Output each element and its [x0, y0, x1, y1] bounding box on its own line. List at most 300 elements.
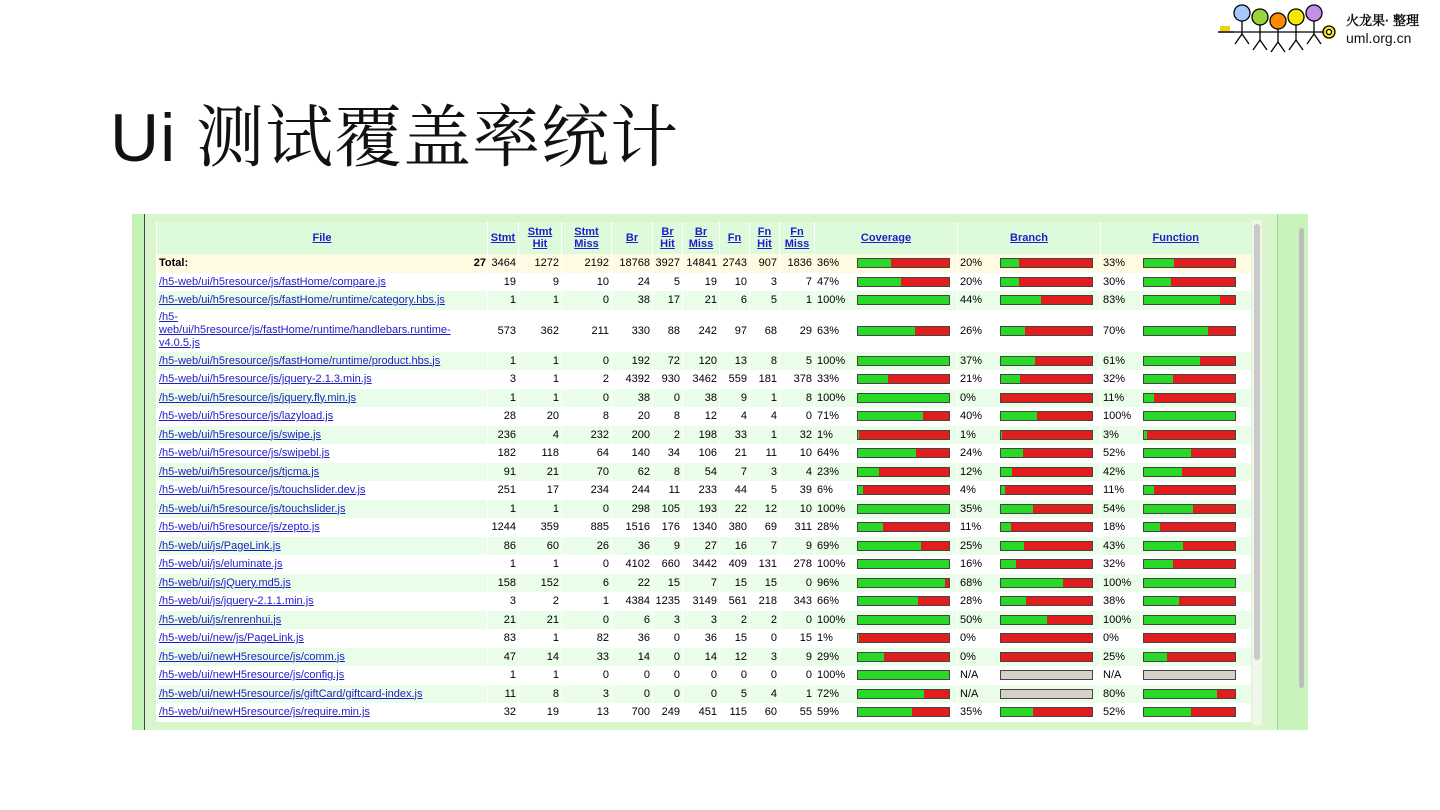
- cell-coverage: [815, 629, 958, 648]
- logo: [1216, 2, 1438, 54]
- branch-bar: [1000, 504, 1093, 514]
- cell-br: 244: [612, 481, 653, 500]
- cell-br-hit: 11: [653, 481, 683, 500]
- cell-stmt: 11: [488, 685, 519, 704]
- cell-fn: 12: [720, 648, 750, 667]
- branch-value: 1%: [960, 428, 976, 441]
- cell-fn: 9: [720, 389, 750, 408]
- col-header-branch[interactable]: Branch: [958, 222, 1101, 254]
- cell-stmt-hit: 1: [519, 500, 562, 519]
- cell-branch: [958, 463, 1101, 482]
- file-link[interactable]: /h5-web/ui/js/jquery-2.1.1.min.js: [159, 595, 314, 608]
- cell-branch: [958, 592, 1101, 611]
- cell-fn: 559: [720, 370, 750, 389]
- cell-br: 24: [612, 273, 653, 292]
- cell-branch: [958, 518, 1101, 537]
- coverage-value: 64%: [817, 447, 840, 460]
- branch-value: 4%: [960, 484, 976, 497]
- file-link[interactable]: /h5-web/ui/newH5resource/js/giftCard/giftcard-index.js: [159, 687, 423, 700]
- coverage-bar: [857, 326, 950, 336]
- col-header-fn-miss[interactable]: Fn Miss: [780, 222, 815, 254]
- table-row: [157, 310, 1251, 352]
- file-link[interactable]: /h5-web/ui/h5resource/js/lazyload.js: [159, 410, 334, 423]
- file-link-line[interactable]: web/ui/h5resource/js/fastHome/runtime/handlebars.runtime-: [159, 324, 451, 336]
- cell-stmt: 182: [488, 444, 519, 463]
- file-link[interactable]: /h5-web/ui/h5resource/js/fastHome/runtime/category.hbs.js: [159, 294, 445, 307]
- cell-fn-miss: 0: [780, 574, 815, 593]
- function-bar: [1143, 522, 1236, 532]
- branch-bar: [1000, 356, 1093, 366]
- cell-coverage: [815, 310, 958, 352]
- coverage-bar: [857, 578, 950, 588]
- cell-function: [1101, 407, 1251, 426]
- branch-value: N/A: [960, 687, 979, 700]
- cell-stmt-hit: 8: [519, 685, 562, 704]
- cell-br-miss: 120: [683, 352, 720, 371]
- cell-stmt: 1244: [488, 518, 519, 537]
- function-bar: [1143, 596, 1236, 606]
- cell-br-hit: 0: [653, 629, 683, 648]
- branch-bar: [1000, 652, 1093, 662]
- cell-stmt-miss: 0: [562, 389, 612, 408]
- function-bar: [1143, 615, 1236, 625]
- cell-br: 36: [612, 537, 653, 556]
- cell-stmt-hit: 21: [519, 611, 562, 630]
- cell-fn: 4: [720, 407, 750, 426]
- function-value: 18%: [1103, 521, 1126, 534]
- branch-value: 68%: [960, 576, 983, 589]
- cell-br-miss: 193: [683, 500, 720, 519]
- cell-br: 4102: [612, 555, 653, 574]
- file-link[interactable]: /h5-web/ui/h5resource/js/touchslider.dev.js: [159, 484, 366, 497]
- cell-fn: 0: [720, 666, 750, 685]
- cell-br-hit: 660: [653, 555, 683, 574]
- table-row: [157, 500, 1251, 519]
- table-row: [157, 463, 1251, 482]
- cell-br: 38: [612, 291, 653, 310]
- total-fn-hit: 907: [750, 254, 780, 273]
- function-value: 11%: [1103, 391, 1125, 404]
- total-fn-miss: 1836: [780, 254, 815, 273]
- cell-br-hit: 34: [653, 444, 683, 463]
- cell-coverage: [815, 407, 958, 426]
- cell-function: [1101, 444, 1251, 463]
- coverage-value: 23%: [817, 465, 840, 478]
- table-row: [157, 537, 1251, 556]
- branch-bar: [1000, 596, 1093, 606]
- branch-bar: [1000, 258, 1093, 268]
- cell-stmt: 236: [488, 426, 519, 445]
- cell-stmt: 86: [488, 537, 519, 556]
- cell-branch: [958, 389, 1101, 408]
- table-scrollbar-thumb[interactable]: [1254, 224, 1260, 660]
- file-link[interactable]: /h5-web/ui/new/js/PageLink.js: [159, 632, 304, 645]
- table-row: [157, 666, 1251, 685]
- col-header-stmt-miss[interactable]: Stmt Miss: [562, 222, 612, 254]
- cell-fn-miss: 0: [780, 611, 815, 630]
- coverage-value: 63%: [817, 324, 840, 337]
- cell-stmt: 1: [488, 352, 519, 371]
- coverage-value: 71%: [817, 410, 840, 423]
- cell-br-hit: 0: [653, 685, 683, 704]
- col-header-function[interactable]: Function: [1101, 222, 1251, 254]
- cell-fn-miss: 29: [780, 310, 815, 352]
- cell-stmt-hit: 1: [519, 666, 562, 685]
- col-header-stmt[interactable]: Stmt: [488, 222, 519, 254]
- cell-fn-miss: 7: [780, 273, 815, 292]
- coverage-value: 1%: [817, 632, 833, 645]
- cell-branch: [958, 685, 1101, 704]
- function-bar: [1143, 504, 1236, 514]
- cell-fn-hit: 15: [750, 574, 780, 593]
- cell-function: [1101, 611, 1251, 630]
- coverage-bar: [857, 356, 950, 366]
- cell-br-hit: 9: [653, 537, 683, 556]
- cell-fn-miss: 1: [780, 291, 815, 310]
- cell-fn-miss: 39: [780, 481, 815, 500]
- branch-value: 50%: [960, 613, 983, 626]
- col-header-file[interactable]: File: [157, 222, 488, 254]
- cell-branch: [958, 310, 1101, 352]
- cell-br-hit: 176: [653, 518, 683, 537]
- cell-coverage: [815, 352, 958, 371]
- branch-bar: [1000, 578, 1093, 588]
- function-value: 83%: [1103, 294, 1126, 307]
- cell-br-hit: 17: [653, 291, 683, 310]
- function-value: 52%: [1103, 447, 1126, 460]
- cell-stmt: 1: [488, 291, 519, 310]
- branch-value: 16%: [960, 558, 983, 571]
- cell-fn-miss: 55: [780, 703, 815, 722]
- coverage-bar: [857, 374, 950, 384]
- file-link[interactable]: /h5-web/ui/h5resource/js/swipebl.js: [159, 447, 330, 460]
- function-bar: [1143, 633, 1236, 643]
- table-row: [157, 629, 1251, 648]
- function-value: 32%: [1103, 373, 1126, 386]
- cell-br-hit: 930: [653, 370, 683, 389]
- cell-br-miss: 7: [683, 574, 720, 593]
- total-stmt-prefix: 27: [473, 257, 486, 270]
- window-edge-left: [132, 214, 145, 730]
- cell-coverage: [815, 273, 958, 292]
- function-value: 61%: [1103, 354, 1126, 367]
- cell-branch: [958, 352, 1101, 371]
- cell-stmt-hit: 1: [519, 389, 562, 408]
- cell-stmt-miss: 70: [562, 463, 612, 482]
- cell-stmt: 1: [488, 500, 519, 519]
- cell-stmt: 3: [488, 592, 519, 611]
- branch-bar: [1000, 522, 1093, 532]
- branch-value: 44%: [960, 294, 983, 307]
- cell-stmt-miss: 3: [562, 685, 612, 704]
- function-value: 52%: [1103, 706, 1126, 719]
- table-row: [157, 370, 1251, 389]
- logo-figures-icon: [1216, 2, 1342, 54]
- cell-coverage: [815, 666, 958, 685]
- cell-br-miss: 3149: [683, 592, 720, 611]
- cell-br: 14: [612, 648, 653, 667]
- cell-br-miss: 3: [683, 611, 720, 630]
- cell-fn-hit: 3: [750, 648, 780, 667]
- cell-stmt-miss: 885: [562, 518, 612, 537]
- cell-stmt-hit: 1: [519, 629, 562, 648]
- cell-coverage: [815, 444, 958, 463]
- cell-branch: [958, 574, 1101, 593]
- file-link[interactable]: /h5-web/ui/h5resource/js/zepto.js: [159, 521, 320, 534]
- total-function-cell: 33%: [1101, 254, 1251, 273]
- cell-br-hit: 0: [653, 389, 683, 408]
- cell-function: [1101, 352, 1251, 371]
- cell-coverage: [815, 611, 958, 630]
- cell-branch: [958, 370, 1101, 389]
- cell-stmt-miss: 211: [562, 310, 612, 352]
- function-bar: [1143, 448, 1236, 458]
- file-link-line[interactable]: /h5-: [159, 311, 178, 323]
- table-row: [157, 518, 1251, 537]
- file-link[interactable]: /h5-web/ui/js/PageLink.js: [159, 539, 281, 552]
- file-link[interactable]: /h5-web/ui/newH5resource/js/require.min.js: [159, 706, 370, 719]
- cell-br-miss: 198: [683, 426, 720, 445]
- cell-stmt-miss: 13: [562, 703, 612, 722]
- table-row: [157, 389, 1251, 408]
- col-header-br-hit[interactable]: Br Hit: [653, 222, 683, 254]
- cell-br-miss: 14: [683, 648, 720, 667]
- cell-stmt-hit: 20: [519, 407, 562, 426]
- coverage-value: 47%: [817, 275, 840, 288]
- coverage-value: 6%: [817, 484, 833, 497]
- coverage-bar: [857, 258, 950, 268]
- function-bar: [1143, 485, 1236, 495]
- cell-br-hit: 3: [653, 611, 683, 630]
- coverage-bar: [857, 277, 950, 287]
- cell-fn-miss: 10: [780, 444, 815, 463]
- total-label: Total:: [159, 257, 189, 270]
- coverage-value: 72%: [817, 687, 840, 700]
- cell-br-hit: 88: [653, 310, 683, 352]
- function-value: 3%: [1103, 428, 1119, 441]
- coverage-bar: [857, 670, 950, 680]
- cell-branch: [958, 481, 1101, 500]
- cell-function: [1101, 291, 1251, 310]
- cell-fn: 44: [720, 481, 750, 500]
- cell-fn-miss: 10: [780, 500, 815, 519]
- coverage-value: 100%: [817, 294, 846, 307]
- col-header-fn[interactable]: Fn: [720, 222, 750, 254]
- cell-fn-miss: 9: [780, 537, 815, 556]
- cell-fn-miss: 32: [780, 426, 815, 445]
- file-link[interactable]: [159, 311, 451, 349]
- cell-fn: 13: [720, 352, 750, 371]
- cell-fn-hit: 2: [750, 611, 780, 630]
- cell-fn: 5: [720, 685, 750, 704]
- branch-value: 12%: [960, 465, 983, 478]
- file-link[interactable]: /h5-web/ui/h5resource/js/tjcma.js: [159, 465, 320, 478]
- file-link[interactable]: /h5-web/ui/h5resource/js/jquery.fly.min.js: [159, 391, 357, 404]
- cell-fn-miss: 15: [780, 629, 815, 648]
- cell-branch: [958, 648, 1101, 667]
- cell-function: [1101, 574, 1251, 593]
- cell-stmt-miss: 0: [562, 291, 612, 310]
- cell-br-hit: 15: [653, 574, 683, 593]
- cell-br-hit: 72: [653, 352, 683, 371]
- file-link[interactable]: /h5-web/ui/newH5resource/js/config.js: [159, 669, 345, 682]
- cell-fn-hit: 68: [750, 310, 780, 352]
- branch-bar: [1000, 326, 1093, 336]
- branch-value: 0%: [960, 391, 976, 404]
- cell-branch: [958, 444, 1101, 463]
- branch-bar: [1000, 615, 1093, 625]
- table-row: [157, 426, 1251, 445]
- branch-bar: [1000, 411, 1093, 421]
- cell-fn-hit: 3: [750, 273, 780, 292]
- coverage-value: 100%: [817, 669, 846, 682]
- cell-fn-miss: 1: [780, 685, 815, 704]
- file-link[interactable]: /h5-web/ui/h5resource/js/jquery-2.1.3.min.js: [159, 373, 372, 386]
- coverage-value: 33%: [817, 373, 840, 386]
- cell-fn: 15: [720, 574, 750, 593]
- branch-value: 40%: [960, 410, 983, 423]
- file-link[interactable]: /h5-web/ui/js/renrenhui.js: [159, 613, 282, 626]
- branch-bar: [1000, 559, 1093, 569]
- cell-fn-miss: 0: [780, 666, 815, 685]
- cell-br-hit: 8: [653, 407, 683, 426]
- cell-coverage: [815, 518, 958, 537]
- cell-br: 4392: [612, 370, 653, 389]
- total-coverage-cell: 36%: [815, 254, 958, 273]
- cell-coverage: [815, 574, 958, 593]
- file-link-line[interactable]: v4.0.5.js: [159, 337, 200, 349]
- cell-br-hit: 2: [653, 426, 683, 445]
- coverage-value: 69%: [817, 539, 840, 552]
- total-br-miss: 14841: [683, 254, 720, 273]
- function-value: 11%: [1103, 484, 1125, 497]
- coverage-value: 100%: [817, 558, 846, 571]
- cell-branch: [958, 291, 1101, 310]
- file-link[interactable]: /h5-web/ui/newH5resource/js/comm.js: [159, 650, 345, 663]
- cell-stmt-miss: 232: [562, 426, 612, 445]
- file-link[interactable]: /h5-web/ui/js/eluminate.js: [159, 558, 283, 571]
- function-bar: [1143, 393, 1236, 403]
- branch-bar: [1000, 374, 1093, 384]
- coverage-bar: [857, 485, 950, 495]
- cell-fn-miss: 5: [780, 352, 815, 371]
- col-header-br[interactable]: Br: [612, 222, 653, 254]
- cell-fn: 16: [720, 537, 750, 556]
- function-value: 54%: [1103, 502, 1126, 515]
- branch-bar: [1000, 430, 1093, 440]
- function-bar: [1143, 374, 1236, 384]
- cell-branch: [958, 555, 1101, 574]
- cell-stmt-miss: 64: [562, 444, 612, 463]
- window-scrollbar-thumb[interactable]: [1299, 228, 1304, 688]
- cell-br: 0: [612, 685, 653, 704]
- function-bar: [1143, 578, 1236, 588]
- col-header-br-miss[interactable]: Br Miss: [683, 222, 720, 254]
- cell-function: [1101, 666, 1251, 685]
- cell-br: 1516: [612, 518, 653, 537]
- branch-value: 28%: [960, 595, 983, 608]
- cell-coverage: [815, 426, 958, 445]
- cell-function: [1101, 537, 1251, 556]
- col-header-fn-hit[interactable]: Fn Hit: [750, 222, 780, 254]
- cell-fn: 33: [720, 426, 750, 445]
- col-header-coverage[interactable]: Coverage: [815, 222, 958, 254]
- table-row: [157, 574, 1251, 593]
- branch-bar: [1000, 670, 1093, 680]
- cell-fn-miss: 378: [780, 370, 815, 389]
- cell-function: [1101, 426, 1251, 445]
- table-row: [157, 703, 1251, 722]
- function-value: 100%: [1103, 410, 1132, 423]
- coverage-value: 100%: [817, 502, 846, 515]
- cell-br-miss: 54: [683, 463, 720, 482]
- cell-fn: 7: [720, 463, 750, 482]
- coverage-value: 96%: [817, 576, 840, 589]
- table-row: [157, 685, 1251, 704]
- cell-function: [1101, 555, 1251, 574]
- coverage-value: 100%: [817, 391, 846, 404]
- cell-br: 20: [612, 407, 653, 426]
- cell-fn-hit: 131: [750, 555, 780, 574]
- cell-coverage: [815, 592, 958, 611]
- file-link[interactable]: /h5-web/ui/js/jQuery.md5.js: [159, 576, 291, 589]
- cell-fn: 115: [720, 703, 750, 722]
- cell-stmt: 158: [488, 574, 519, 593]
- cell-stmt-miss: 0: [562, 666, 612, 685]
- col-header-stmt-hit[interactable]: Stmt Hit: [519, 222, 562, 254]
- cell-branch: [958, 611, 1101, 630]
- cell-stmt: 1: [488, 666, 519, 685]
- cell-stmt: 28: [488, 407, 519, 426]
- branch-bar: [1000, 393, 1093, 403]
- function-value: 38%: [1103, 595, 1126, 608]
- coverage-value: 1%: [817, 428, 833, 441]
- table-row: [157, 555, 1251, 574]
- branch-bar: [1000, 541, 1093, 551]
- cell-fn-miss: 8: [780, 389, 815, 408]
- function-value: 30%: [1103, 275, 1126, 288]
- cell-br-miss: 451: [683, 703, 720, 722]
- function-value: 43%: [1103, 539, 1126, 552]
- cell-fn-hit: 4: [750, 685, 780, 704]
- file-link[interactable]: /h5-web/ui/h5resource/js/fastHome/compare.js: [159, 275, 386, 288]
- cell-stmt-miss: 0: [562, 611, 612, 630]
- cell-stmt: 251: [488, 481, 519, 500]
- cell-function: [1101, 500, 1251, 519]
- file-link[interactable]: /h5-web/ui/h5resource/js/fastHome/runtime/product.hbs.js: [159, 354, 441, 367]
- cell-fn: 561: [720, 592, 750, 611]
- cell-stmt-hit: 1: [519, 352, 562, 371]
- coverage-bar: [857, 295, 950, 305]
- cell-br-hit: 0: [653, 648, 683, 667]
- file-link[interactable]: /h5-web/ui/h5resource/js/touchslider.js: [159, 502, 346, 515]
- coverage-bar: [857, 393, 950, 403]
- cell-stmt-miss: 26: [562, 537, 612, 556]
- cell-fn-hit: 12: [750, 500, 780, 519]
- coverage-bar: [857, 522, 950, 532]
- file-link[interactable]: /h5-web/ui/h5resource/js/swipe.js: [159, 428, 322, 441]
- coverage-bar: [857, 689, 950, 699]
- cell-br-miss: 233: [683, 481, 720, 500]
- cell-function: [1101, 481, 1251, 500]
- cell-fn-hit: 1: [750, 389, 780, 408]
- function-value: 100%: [1103, 613, 1132, 626]
- function-bar: [1143, 559, 1236, 569]
- cell-coverage: [815, 648, 958, 667]
- cell-br-miss: 27: [683, 537, 720, 556]
- cell-coverage: [815, 463, 958, 482]
- branch-value: 0%: [960, 632, 976, 645]
